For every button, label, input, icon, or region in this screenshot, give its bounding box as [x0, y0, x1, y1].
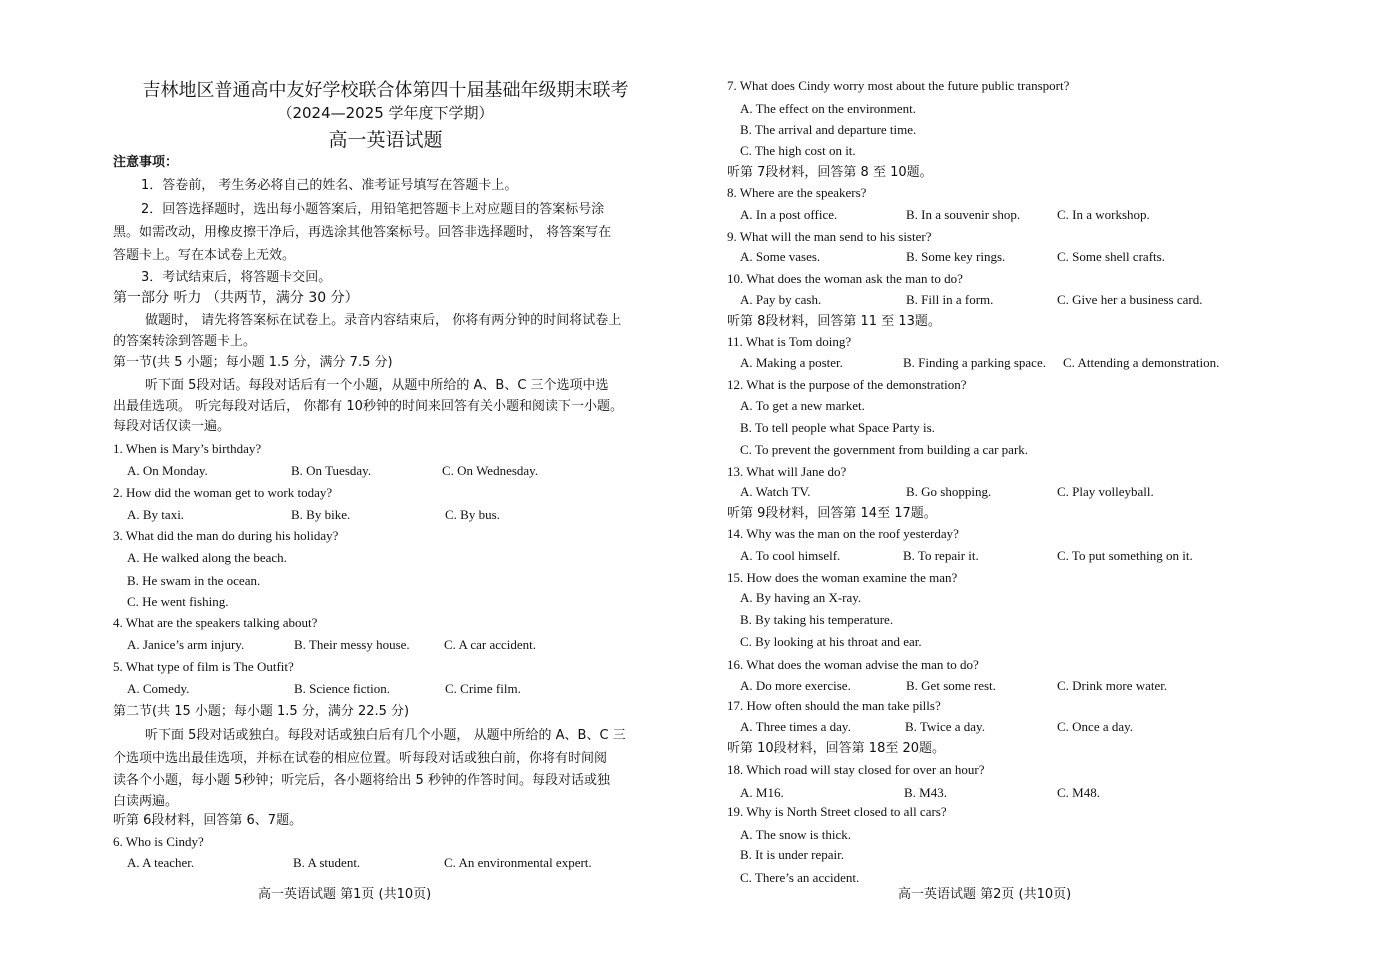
question-14-stem: 14. Why was the man on the roof yesterday? — [727, 526, 959, 541]
part-1-heading: 第一部分 听力 （共两节，满分 30 分） — [113, 290, 359, 306]
question-11-option-b[interactable]: B. Finding a parking space. — [903, 355, 1046, 370]
question-2-option-c[interactable]: C. By bus. — [445, 507, 500, 522]
question-1-option-b[interactable]: B. On Tuesday. — [291, 463, 372, 478]
question-5-option-b[interactable]: B. Science fiction. — [294, 681, 391, 696]
question-13-stem: 13. What will Jane do? — [727, 464, 847, 479]
question-7-option-b[interactable]: B. The arrival and departure time. — [740, 122, 917, 137]
question-3-option-a[interactable]: A. He walked along the beach. — [127, 550, 287, 565]
question-16-option-c[interactable]: C. Drink more water. — [1057, 678, 1168, 693]
notice-heading: 注意事项： — [113, 155, 179, 170]
question-19-stem: 19. Why is North Street closed to all cars? — [727, 804, 947, 819]
part-1-intro-line-2: 的答案转涂到答题卡上。 — [113, 334, 257, 349]
question-8-option-c[interactable]: C. In a workshop. — [1057, 207, 1150, 222]
question-14-option-b[interactable]: B. To repair it. — [903, 548, 979, 563]
question-10-option-b[interactable]: B. Fill in a form. — [906, 292, 994, 307]
question-17-stem: 17. How often should the man take pills? — [727, 698, 941, 713]
question-9-option-c[interactable]: C. Some shell crafts. — [1057, 249, 1165, 264]
part-1-intro-line-1: 做题时， 请先将答案标在试卷上。录音内容结束后， 你将有两分钟的时间将试卷上 — [145, 313, 622, 328]
question-10-stem: 10. What does the woman ask the man to do? — [727, 271, 963, 286]
question-5-option-a[interactable]: A. Comedy. — [127, 681, 190, 696]
question-11-option-c[interactable]: C. Attending a demonstration. — [1063, 355, 1220, 370]
question-12-option-c[interactable]: C. To prevent the government from building a car park. — [740, 442, 1029, 457]
question-7-option-a[interactable]: A. The effect on the environment. — [740, 101, 917, 116]
question-8-stem: 8. Where are the speakers? — [727, 185, 867, 200]
question-7-stem: 7. What does Cindy worry most about the future public transport? — [727, 78, 1070, 93]
question-13-option-b[interactable]: B. Go shopping. — [906, 484, 992, 499]
question-12-option-a[interactable]: A. To get a new market. — [740, 398, 865, 413]
question-3-stem: 3. What did the man do during his holiday? — [113, 528, 339, 543]
question-18-option-b[interactable]: B. M43. — [904, 785, 947, 800]
section-2-intro-line-4: 白读两遍。 — [113, 794, 179, 809]
exam-subject: 高一英语试题 — [328, 129, 443, 151]
question-8-option-b[interactable]: B. In a souvenir shop. — [906, 207, 1021, 222]
page-2-footer: 高一英语试题 第2页 (共10页) — [898, 887, 1072, 902]
section-2-intro-line-2: 个选项中选出最佳选项，并标在试卷的相应位置。听每段对话或独白前，你将有时间阅 — [113, 751, 608, 766]
group-7-heading: 听第 7段材料，回答第 8 至 10题。 — [727, 165, 933, 180]
notice-item-1: 1．答卷前， 考生务必将自己的姓名、准考证号填写在答题卡上。 — [141, 178, 518, 193]
section-2-intro-line-1: 听下面 5段对话或独白。每段对话或独白后有几个小题， 从题中所给的 A、B、C 三 — [145, 728, 626, 743]
group-10-heading: 听第 10段材料，回答第 18至 20题。 — [727, 741, 946, 756]
question-16-option-b[interactable]: B. Get some rest. — [906, 678, 996, 693]
page-1-footer: 高一英语试题 第1页 (共10页) — [258, 887, 432, 902]
exam-term: （2024—2025 学年度下学期） — [277, 104, 494, 122]
question-2-stem: 2. How did the woman get to work today? — [113, 485, 333, 500]
question-6-option-c[interactable]: C. An environmental expert. — [444, 855, 592, 870]
question-6-stem: 6. Who is Cindy? — [113, 834, 204, 849]
notice-item-2-line-3: 答题卡上。写在本试卷上无效。 — [113, 248, 296, 263]
section-1-intro-line-3: 每段对话仅读一遍。 — [113, 419, 231, 434]
notice-item-2-line-2: 黑。如需改动，用橡皮擦干净后，再选涂其他答案标号。回答非选择题时， 将答案写在 — [113, 225, 612, 240]
question-2-option-a[interactable]: A. By taxi. — [127, 507, 185, 522]
question-9-stem: 9. What will the man send to his sister? — [727, 229, 932, 244]
question-4-option-b[interactable]: B. Their messy house. — [294, 637, 410, 652]
question-6-option-b[interactable]: B. A student. — [293, 855, 361, 870]
question-1-stem: 1. When is Mary’s birthday? — [113, 441, 262, 456]
question-10-option-a[interactable]: A. Pay by cash. — [740, 292, 822, 307]
question-5-stem: 5. What type of film is The Outfit? — [113, 659, 294, 674]
question-13-option-a[interactable]: A. Watch TV. — [740, 484, 811, 499]
question-15-option-c[interactable]: C. By looking at his throat and ear. — [740, 634, 922, 649]
question-15-option-a[interactable]: A. By having an X-ray. — [740, 590, 862, 605]
question-3-option-b[interactable]: B. He swam in the ocean. — [127, 573, 261, 588]
question-10-option-c[interactable]: C. Give her a business card. — [1057, 292, 1203, 307]
question-18-stem: 18. Which road will stay closed for over an hour? — [727, 762, 985, 777]
question-17-option-b[interactable]: B. Twice a day. — [905, 719, 985, 734]
question-5-option-c[interactable]: C. Crime film. — [445, 681, 521, 696]
question-18-option-a[interactable]: A. M16. — [740, 785, 784, 800]
question-14-option-a[interactable]: A. To cool himself. — [740, 548, 841, 563]
section-1-heading: 第一节(共 5 小题；每小题 1.5 分，满分 7.5 分) — [113, 355, 393, 370]
question-11-stem: 11. What is Tom doing? — [727, 334, 852, 349]
question-12-option-b[interactable]: B. To tell people what Space Party is. — [740, 420, 935, 435]
group-6-heading: 听第 6段材料，回答第 6、7题。 — [113, 813, 303, 828]
question-1-option-c[interactable]: C. On Wednesday. — [442, 463, 539, 478]
question-14-option-c[interactable]: C. To put something on it. — [1057, 548, 1193, 563]
question-12-stem: 12. What is the purpose of the demonstration? — [727, 377, 967, 392]
group-9-heading: 听第 9段材料，回答第 14至 17题。 — [727, 506, 937, 521]
section-1-intro-line-2: 出最佳选项。 听完每段对话后， 你都有 10秒钟的时间来回答有关小题和阅读下一小题。 — [113, 399, 623, 414]
question-19-option-c[interactable]: C. There’s an accident. — [740, 870, 860, 885]
question-15-stem: 15. How does the woman examine the man? — [727, 570, 958, 585]
question-1-option-a[interactable]: A. On Monday. — [127, 463, 208, 478]
notice-item-3: 3．考试结束后，将答题卡交回。 — [141, 270, 332, 285]
question-8-option-a[interactable]: A. In a post office. — [740, 207, 838, 222]
question-9-option-a[interactable]: A. Some vases. — [740, 249, 821, 264]
question-16-option-a[interactable]: A. Do more exercise. — [740, 678, 851, 693]
group-8-heading: 听第 8段材料，回答第 11 至 13题。 — [727, 314, 941, 329]
question-4-stem: 4. What are the speakers talking about? — [113, 615, 318, 630]
section-2-heading: 第二节(共 15 小题；每小题 1.5 分，满分 22.5 分) — [113, 704, 410, 719]
question-18-option-c[interactable]: C. M48. — [1057, 785, 1100, 800]
question-6-option-a[interactable]: A. A teacher. — [127, 855, 195, 870]
question-17-option-c[interactable]: C. Once a day. — [1057, 719, 1134, 734]
section-2-intro-line-3: 读各个小题，每小题 5秒钟；听完后，各小题将给出 5 秒钟的作答时间。每段对话或独 — [113, 773, 610, 788]
question-7-option-c[interactable]: C. The high cost on it. — [740, 143, 856, 158]
question-13-option-c[interactable]: C. Play volleyball. — [1057, 484, 1154, 499]
question-17-option-a[interactable]: A. Three times a day. — [740, 719, 851, 734]
question-2-option-b[interactable]: B. By bike. — [291, 507, 351, 522]
question-3-option-c[interactable]: C. He went fishing. — [127, 594, 229, 609]
section-1-intro-line-1: 听下面 5段对话。每段对话后有一个小题，从题中所给的 A、B、C 三个选项中选 — [145, 378, 609, 393]
question-19-option-b[interactable]: B. It is under repair. — [740, 847, 844, 862]
exam-title: 吉林地区普通高中友好学校联合体第四十届基础年级期末联考 — [142, 80, 629, 101]
question-4-option-a[interactable]: A. Janice’s arm injury. — [127, 637, 245, 652]
question-9-option-b[interactable]: B. Some key rings. — [906, 249, 1006, 264]
notice-item-2-line-1: 2．回答选择题时，选出每小题答案后，用铅笔把答题卡上对应题目的答案标号涂 — [141, 202, 605, 217]
question-15-option-b[interactable]: B. By taking his temperature. — [740, 612, 894, 627]
question-4-option-c[interactable]: C. A car accident. — [444, 637, 537, 652]
question-19-option-a[interactable]: A. The snow is thick. — [740, 827, 851, 842]
question-16-stem: 16. What does the woman advise the man to do? — [727, 657, 979, 672]
question-11-option-a[interactable]: A. Making a poster. — [740, 355, 843, 370]
